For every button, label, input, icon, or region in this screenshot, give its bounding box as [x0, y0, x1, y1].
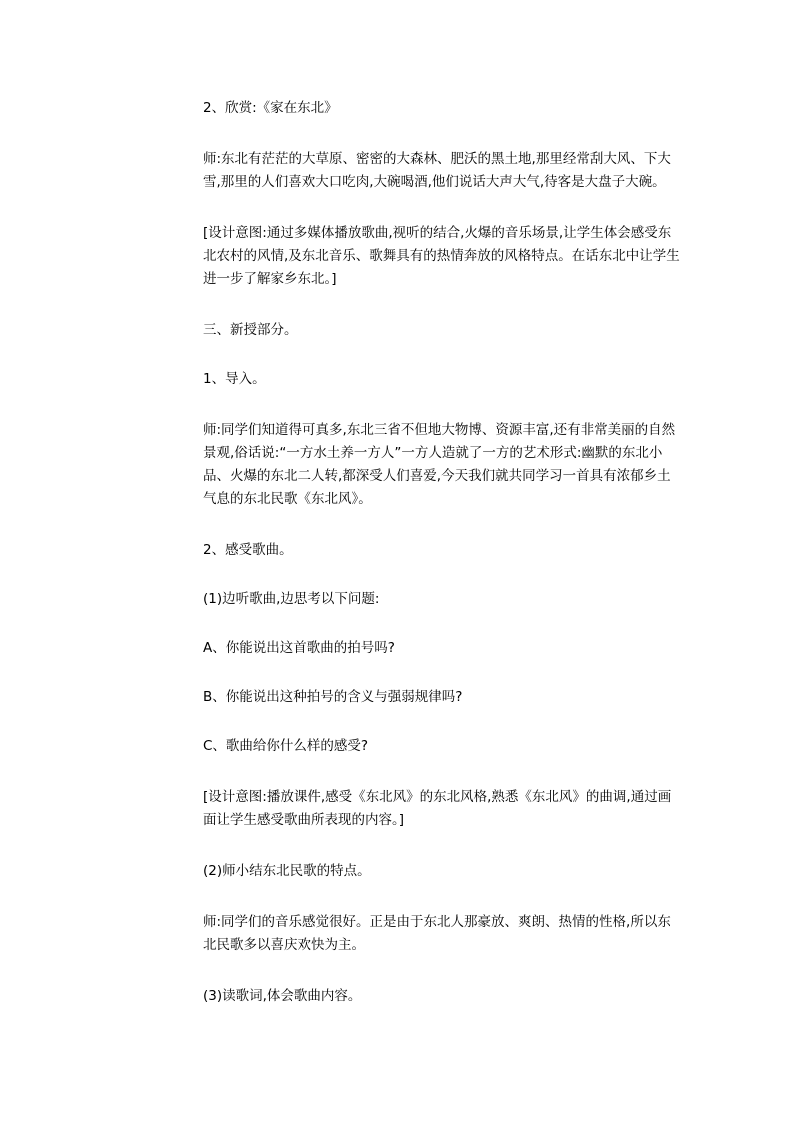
- design-intent-paragraph-2: [设计意图:播放课件,感受《东北风》的东北风格,熟悉《东北风》的曲调,通过画面让学生感受歌曲所表现的内容。]: [203, 789, 672, 828]
- list-item-teacher-summary: (2)师小结东北民歌的特点。: [203, 863, 371, 879]
- question-b: B、你能说出这种拍号的含义与强弱规律吗?: [203, 689, 463, 705]
- question-a: A、你能说出这首歌曲的拍号吗?: [203, 640, 395, 656]
- section-heading-new-lesson: 三、新授部分。: [203, 322, 298, 338]
- section-heading-appreciation: 2、欣赏:《家在东北》: [203, 100, 338, 116]
- design-intent-paragraph-1: [设计意图:通过多媒体播放歌曲,视听的结合,火爆的音乐场景,让学生体会感受东北农村的风情,及东北音乐、歌舞具有的热情奔放的风格特点。在话东北中让学生进一步了解家乡东北。]: [203, 225, 680, 287]
- list-item-listen-think: (1)边听歌曲,边思考以下问题:: [203, 591, 380, 607]
- document-body: [203, 97, 683, 1008]
- teacher-paragraph-summary: 师:同学们的音乐感觉很好。正是由于东北人那豪放、爽朗、热情的性格,所以东北民歌多以喜庆欢快为主。: [203, 914, 671, 953]
- subheading-feel-song: 2、感受歌曲。: [203, 542, 293, 558]
- teacher-paragraph-introduction: 师:同学们知道得可真多,东北三省不但地大物博、资源丰富,还有非常美丽的自然景观,俗话说:“一方水土养一方人”一方人造就了一方的艺术形式:幽默的东北小品、火爆的东北二人转,都深受人们喜爱,今天我们就共同学习一首具有浓郁乡土气息的东北民歌《东北风》。: [203, 422, 676, 507]
- teacher-paragraph-northeast: 师:东北有茫茫的大草原、密密的大森林、肥沃的黑土地,那里经常刮大风、下大雪,那里的人们喜欢大口吃肉,大碗喝酒,他们说话大声大气,待客是大盘子大碗。: [203, 151, 671, 190]
- question-c: C、歌曲给你什么样的感受?: [203, 738, 369, 754]
- subheading-introduction: 1、导入。: [203, 371, 266, 387]
- list-item-read-lyrics: (3)读歌词,体会歌曲内容。: [203, 988, 362, 1004]
